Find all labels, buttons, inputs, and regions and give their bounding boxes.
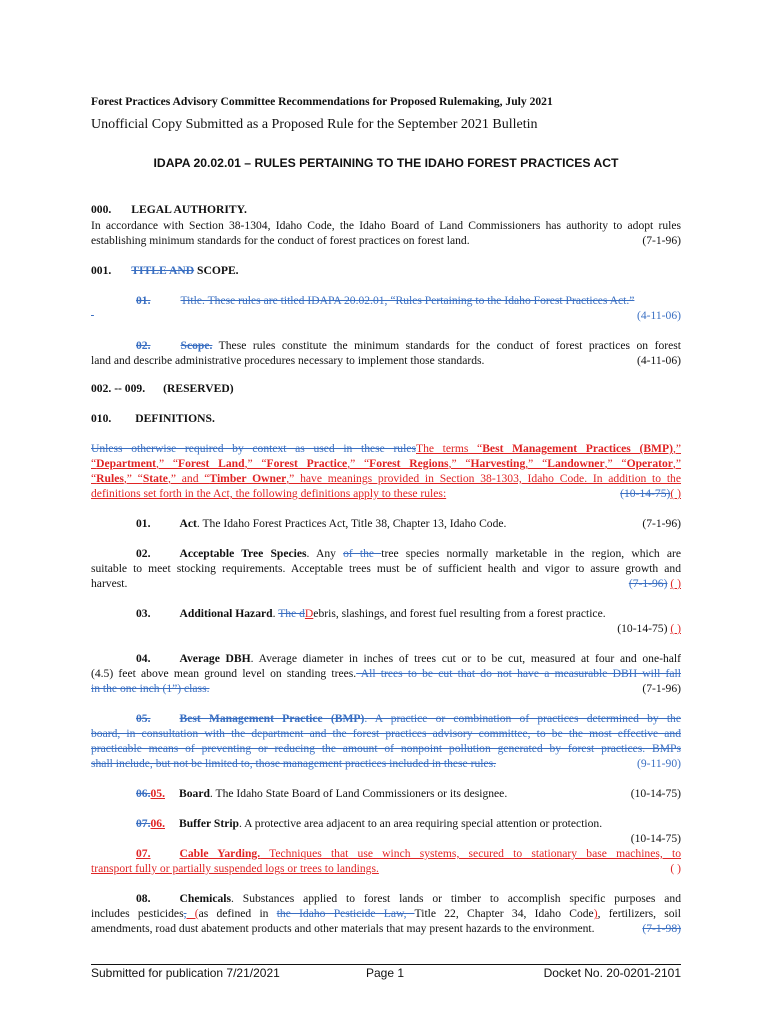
deleted-number: 06. xyxy=(136,787,151,800)
effective-date: (7-1-96) xyxy=(642,517,681,530)
deleted-text: , xyxy=(183,907,187,920)
definition-text: . Average diameter in inches of trees cut or to be cut, measured at four and one-half xyxy=(250,652,681,665)
term-harvesting: Harvesting xyxy=(470,457,526,470)
term-landowner: Landowner xyxy=(547,457,605,470)
definition-board xyxy=(91,786,681,801)
text: as defined in xyxy=(198,907,277,920)
deleted-date: (7-1-98) xyxy=(642,922,681,935)
definition-cable-yarding-line2 xyxy=(91,861,681,876)
inserted-text: ,” have meanings provided in Section 38-1303, Idaho Code. In addition to the xyxy=(286,472,682,485)
definition-term: Chemicals xyxy=(179,892,232,905)
deleted-date: (10-14-75) xyxy=(620,487,671,500)
text: land and describe administrative procedures necessary to implement those standards. xyxy=(91,354,485,367)
effective-date: (10-14-75) xyxy=(630,832,681,845)
definition-03-line1 xyxy=(91,606,681,621)
effective-date: (4-11-06) xyxy=(637,354,681,367)
text: (4.5) feet above mean ground level on standing trees. xyxy=(91,667,357,680)
deleted-date: (7-1-96) xyxy=(628,577,668,590)
text: . xyxy=(272,607,279,620)
definition-term: Best Management Practice (BMP) xyxy=(179,712,365,725)
text: includes pesticides xyxy=(91,907,184,920)
definitions-intro-line3: “Rules,” “State,” and “Timber Owner,” have meanings provided in Section 38-1303, Idaho Code. In addition to the xyxy=(91,472,682,485)
inserted-date: ( ) xyxy=(670,487,681,500)
term-forest-land: Forest Land xyxy=(178,457,245,470)
definition-chemicals-line1 xyxy=(91,891,681,906)
definition-text: . The Idaho State Board of Land Commissioners or its designee. xyxy=(209,787,508,800)
deleted-text: of the xyxy=(343,547,382,560)
text: harvest. xyxy=(91,577,128,590)
section-number: 000. xyxy=(91,203,112,216)
effective-date: (4-11-06) xyxy=(637,309,681,322)
effective-date: (10-14-75) xyxy=(630,787,681,800)
definition-term: Acceptable Tree Species xyxy=(179,547,307,560)
definition-number: 07. xyxy=(136,847,151,860)
definition-text: . The Idaho Forest Practices Act, Title 38, Chapter 13, Idaho Code. xyxy=(196,517,507,530)
definition-02-line3 xyxy=(91,576,681,591)
header-committee-line: Forest Practices Advisory Committee Recommendations for Proposed Rulemaking, July 2021 xyxy=(91,95,553,108)
text: These rules constitute the minimum standards for the conduct of forest practices on forest xyxy=(218,339,681,352)
definition-buffer-strip xyxy=(91,816,681,831)
inserted-text: The terms “ xyxy=(416,442,483,455)
deleted-text: TITLE AND xyxy=(131,264,195,277)
definition-03-line2 xyxy=(91,621,681,636)
definition-term: Board xyxy=(179,787,210,800)
inserted-text: D xyxy=(304,607,314,620)
definition-buffer-strip-date-line xyxy=(91,831,681,846)
section-title: (RESERVED) xyxy=(163,382,234,395)
footer-submitted: Submitted for publication 7/21/2021 xyxy=(91,966,280,980)
inserted-date: ( ) xyxy=(670,622,681,635)
definition-text: ebris, slashings, and forest fuel resulting from a forest practice. xyxy=(313,607,606,620)
subsection-02-line2 xyxy=(91,353,681,368)
definition-text: . A protective area adjacent to an area requiring special attention or protection. xyxy=(239,817,603,830)
effective-date: (7-1-96) xyxy=(642,682,681,695)
section-010-heading xyxy=(91,411,681,426)
definition-04-line2 xyxy=(91,666,681,681)
inserted-date: ( ) xyxy=(670,862,681,875)
section-000-heading xyxy=(91,202,681,217)
definition-text: . Substances applied to forest lands or timber to accomplish specific purposes and xyxy=(231,892,681,905)
deleted-number: 07. xyxy=(136,817,151,830)
definition-number: 08. xyxy=(136,892,151,905)
definition-02-line2: suitable to meet stocking requirements. Acceptable trees must be of sufficient health and vigor to assure growth and xyxy=(91,562,681,575)
subsection-01-title-deleted xyxy=(91,293,681,308)
effective-date: (10-14-75) xyxy=(617,622,668,635)
footer xyxy=(91,966,681,981)
inserted-text: transport fully or partially suspended logs or trees to landings. xyxy=(91,862,379,875)
section-number: 001. xyxy=(91,264,112,277)
definition-04-line3 xyxy=(91,681,681,696)
text: Title 22, Chapter 34, Idaho Code xyxy=(414,907,594,920)
deleted-text: The d xyxy=(278,607,305,620)
section-000-text-line1: In accordance with Section 38-1304, Idaho Code, the Idaho Board of Land Commissioners has authority to adopt rules xyxy=(91,219,681,232)
definition-term: Cable Yarding. xyxy=(179,847,261,860)
footer-page-number: Page 1 xyxy=(366,966,405,980)
document-title: IDAPA 20.02.01 – RULES PERTAINING TO THE IDAHO FOREST PRACTICES ACT xyxy=(153,156,619,170)
inserted-text: ( xyxy=(186,907,199,920)
definition-term: Act xyxy=(179,517,197,530)
section-title: DEFINITIONS. xyxy=(135,412,215,425)
section-001-heading xyxy=(91,263,681,278)
deleted-label: Scope. xyxy=(180,339,213,352)
subsection-number: 02. xyxy=(136,339,151,352)
definition-05-line3-deleted: practicable means of preventing or reducing the amount of nonpoint pollution generated by forest practices. BMPs xyxy=(91,742,681,755)
section-number: 002. -- 009. xyxy=(91,382,146,395)
term-timber-owner: Timber Owner xyxy=(209,472,287,485)
definition-term: Average DBH xyxy=(179,652,251,665)
deleted-text: All trees to be cut that do not have a measurable DBH will fall xyxy=(356,667,681,680)
section-000-text-line2 xyxy=(91,233,681,248)
deleted-text: shall include, but not be limited to, those management practices included in these rules. xyxy=(91,757,497,770)
effective-date: (7-1-96) xyxy=(642,234,681,247)
term-rules: Rules xyxy=(96,472,124,485)
inserted-text: ) xyxy=(593,907,598,920)
definition-term: Buffer Strip xyxy=(179,817,240,830)
definition-number: 03. xyxy=(136,607,151,620)
definition-number: 05. xyxy=(136,712,151,725)
header-unofficial-copy: Unofficial Copy Submitted as a Proposed Rule for the September 2021 Bulletin xyxy=(91,117,538,132)
definitions-intro-line2: “Department,” “Forest Land,” “Forest Practice,” “Forest Regions,” “Harvesting,” “Landowner,” “Operator,” xyxy=(91,457,681,470)
definitions-intro-line4 xyxy=(91,486,681,501)
deleted-text: . A practice or combination of practices determined by the xyxy=(364,712,682,725)
definition-02-line1 xyxy=(91,546,681,561)
deleted-text: in the one inch (1”) class. xyxy=(91,682,210,695)
deleted-text: the Idaho Pesticide Law, xyxy=(276,907,415,920)
definition-term: Additional Hazard xyxy=(179,607,273,620)
definition-number: 02. xyxy=(136,547,151,560)
definition-number: 04. xyxy=(136,652,151,665)
subsection-01-date-line xyxy=(91,308,681,323)
term-forest-practice: Forest Practice xyxy=(266,457,348,470)
inserted-text: Techniques that use winch systems, secured to stationary base machines, to xyxy=(260,847,682,860)
deleted-text: Title. These rules are titled IDAPA 20.02.01, “Rules Pertaining to the Idaho Forest Practices Act.” xyxy=(180,294,635,307)
subsection-02-line1 xyxy=(91,338,681,353)
subsection-number: 01. xyxy=(136,294,151,307)
term-forest-regions: Forest Regions xyxy=(369,457,449,470)
section-title: LEGAL AUTHORITY. xyxy=(131,203,247,216)
term-operator: Operator xyxy=(626,457,673,470)
text: . Any xyxy=(306,547,344,560)
definition-05-line1-deleted xyxy=(91,711,681,726)
definition-text: tree species normally marketable in the region, which are xyxy=(381,547,681,560)
inserted-text: definitions set forth in the Act, the following definitions apply to these rules: xyxy=(91,487,447,500)
footer-docket-number: Docket No. 20-0201-2101 xyxy=(543,966,681,980)
text: , fertilizers, soil xyxy=(597,907,681,920)
definition-cable-yarding-line1 xyxy=(91,846,681,861)
term-state: State xyxy=(142,472,168,485)
inserted-number: 06. xyxy=(150,817,165,830)
definitions-intro-line1: Unless otherwise required by context as used in these rulesThe terms “Best Management Practices (BMP),” xyxy=(91,442,681,455)
definition-chemicals-line3 xyxy=(91,921,681,936)
definition-05-line2-deleted: board, in consultation with the department and the forest practices advisory committee, to be the most effective and xyxy=(91,727,681,740)
definition-chemicals-line2 xyxy=(91,906,681,921)
footer-rule xyxy=(91,964,681,965)
term-department: Department xyxy=(96,457,157,470)
inserted-date: ( ) xyxy=(670,577,681,590)
definition-05-line4-deleted xyxy=(91,756,681,771)
section-002-009-heading xyxy=(91,381,681,396)
inserted-number: 05. xyxy=(150,787,165,800)
text: establishing minimum standards for the conduct of forest practices on forest land. xyxy=(91,234,470,247)
text: amendments, road dust abatement products and other materials that may present hazards to the environment. xyxy=(91,922,595,935)
section-number: 010. xyxy=(91,412,112,425)
definition-01-act xyxy=(91,516,681,531)
section-title: SCOPE. xyxy=(194,264,239,277)
term-bmp: Best Management Practices (BMP) xyxy=(482,442,673,455)
deleted-text: Unless otherwise required by context as used in these rules xyxy=(91,442,416,455)
deleted-date: (9-11-90) xyxy=(637,757,681,770)
definition-04-line1 xyxy=(91,651,681,666)
definition-number: 01. xyxy=(136,517,151,530)
